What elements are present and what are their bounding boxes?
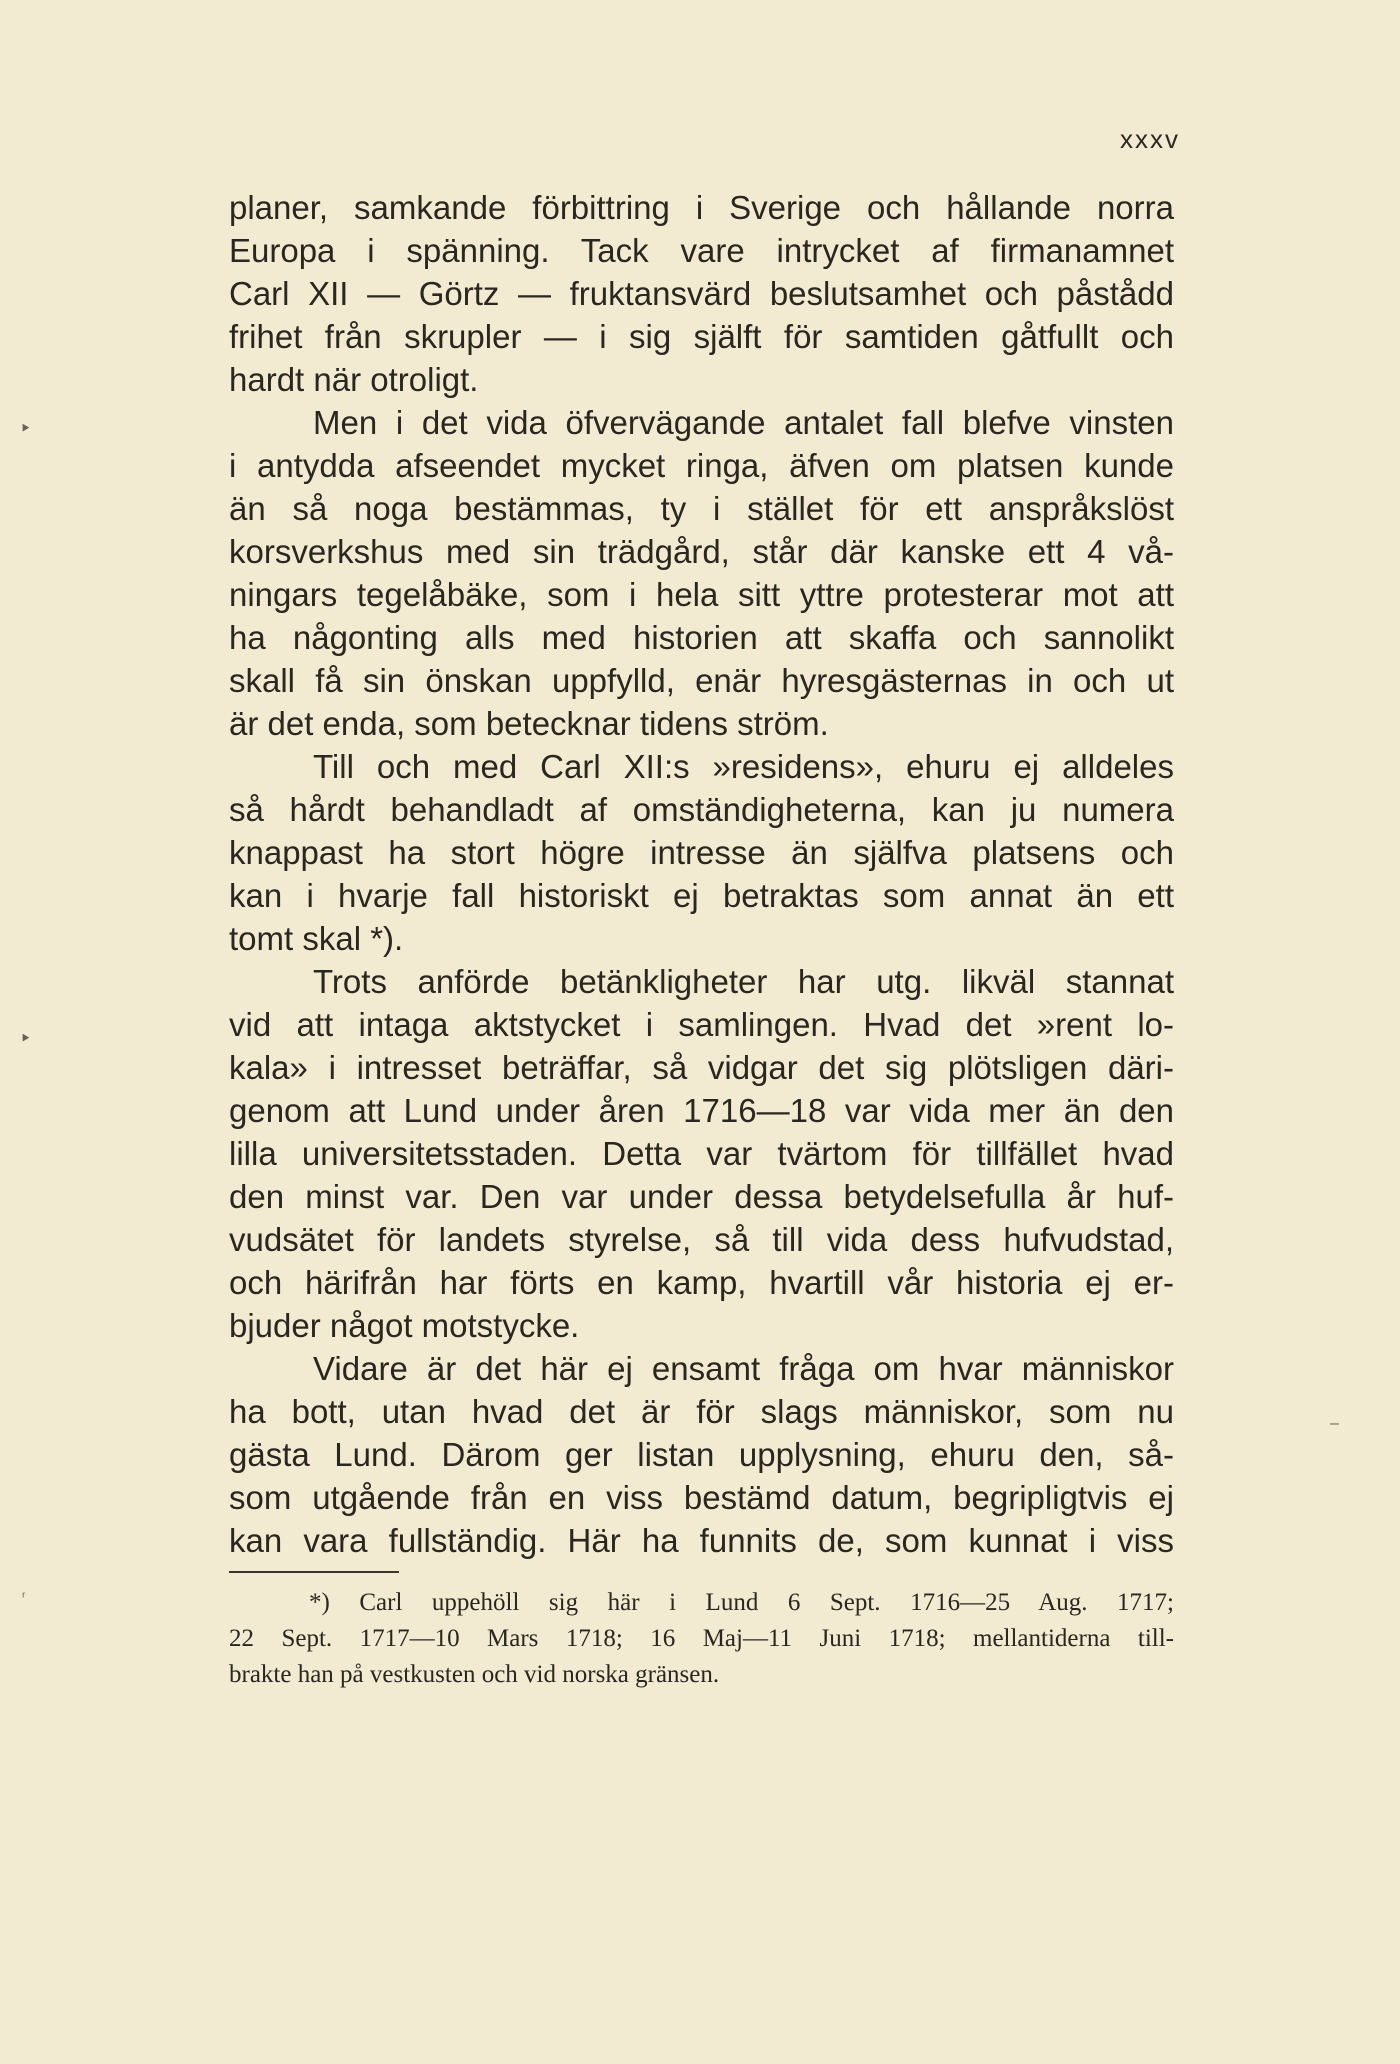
text-line: Trots anförde betänkligheter har utg. likväl stannat — [313, 963, 1174, 1000]
text-line: den minst var. Den var under dessa betydelsefulla år huf- — [229, 1178, 1174, 1215]
text-line: Vidare är det här ej ensamt fråga om hvar människor — [313, 1350, 1174, 1387]
text-line: hardt när otroligt. — [229, 361, 479, 398]
footnote-line: 22 Sept. 1717—10 Mars 1718; 16 Maj—11 Juni 1718; mellantiderna till- — [229, 1625, 1174, 1652]
page-number: xxxv — [1120, 124, 1180, 154]
text-line: tomt skal *). — [229, 920, 404, 957]
text-line: bjuder något motstycke. — [229, 1307, 580, 1344]
text-line: ha någonting alls med historien att skaffa och sannolikt — [229, 619, 1174, 656]
text-line: vid att intaga aktstycket i samlingen. Hvad det »rent lo- — [229, 1006, 1174, 1043]
text-line: som utgående från en viss bestämd datum, begripligtvis ej — [229, 1479, 1174, 1516]
text-line: än så noga bestämmas, ty i stället för ett anspråkslöst — [229, 490, 1174, 527]
text-line: vudsätet för landets styrelse, så till vida dess hufvudstad, — [229, 1221, 1174, 1258]
text-line: kan vara fullständig. Här ha funnits de, som kunnat i viss — [229, 1522, 1174, 1559]
text-line: är det enda, som betecknar tidens ström. — [229, 705, 829, 742]
text-line: Carl XII — Görtz — fruktansvärd beslutsamhet och påstådd — [229, 275, 1174, 312]
text-line: Men i det vida öfvervägande antalet fall blefve vinsten — [313, 404, 1174, 441]
text-line: planer, samkande förbittring i Sverige och hållande norra — [229, 189, 1174, 226]
text-line: Till och med Carl XII:s »residens», ehuru ej alldeles — [313, 748, 1174, 785]
text-line: i antydda afseendet mycket ringa, äfven om platsen kunde — [229, 447, 1174, 484]
text-line: korsverkshus med sin trädgård, står där kanske ett 4 vå- — [229, 533, 1174, 570]
footnote-line: *) Carl uppehöll sig här i Lund 6 Sept. 1716—25 Aug. 1717; — [309, 1589, 1174, 1616]
footnote-divider — [229, 1571, 399, 1573]
text-line: knappast ha stort högre intresse än själfva platsens och — [229, 834, 1174, 871]
body-text — [229, 186, 1174, 1562]
text-line: genom att Lund under åren 1716—18 var vida mer än den — [229, 1092, 1174, 1129]
footnote-line: brakte han på vestkusten och vid norska gränsen. — [229, 1661, 720, 1688]
margin-mark: ⯈ — [20, 420, 32, 436]
text-line: och härifrån har förts en kamp, hvartill vår historia ej er- — [229, 1264, 1174, 1301]
text-line: ha bott, utan hvad det är för slags människor, som nu — [229, 1393, 1174, 1430]
text-line: frihet från skrupler — i sig själft för samtiden gåtfullt och — [229, 318, 1174, 355]
text-line: så hårdt behandladt af omständigheterna, kan ju numera — [229, 791, 1174, 828]
text-line: kan i hvarje fall historiskt ej betraktas som annat än ett — [229, 877, 1174, 914]
margin-mark: ⯈ — [20, 1030, 32, 1046]
footnote — [229, 1585, 1174, 1693]
text-line: Europa i spänning. Tack vare intrycket af firmanamnet — [229, 232, 1174, 269]
text-line: lilla universitetsstaden. Detta var tvärtom för tillfället hvad — [229, 1135, 1174, 1172]
margin-mark: ʳ — [22, 1588, 26, 1604]
margin-mark: – — [1330, 1415, 1339, 1432]
text-line: gästa Lund. Därom ger listan upplysning, ehuru den, så- — [229, 1436, 1174, 1473]
text-line: skall få sin önskan uppfylld, enär hyresgästernas in och ut — [229, 662, 1174, 699]
text-line: kala» i intresset beträffar, så vidgar det sig plötsligen däri- — [229, 1049, 1174, 1086]
text-line: ningars tegelåbäke, som i hela sitt yttre protesterar mot att — [229, 576, 1174, 613]
